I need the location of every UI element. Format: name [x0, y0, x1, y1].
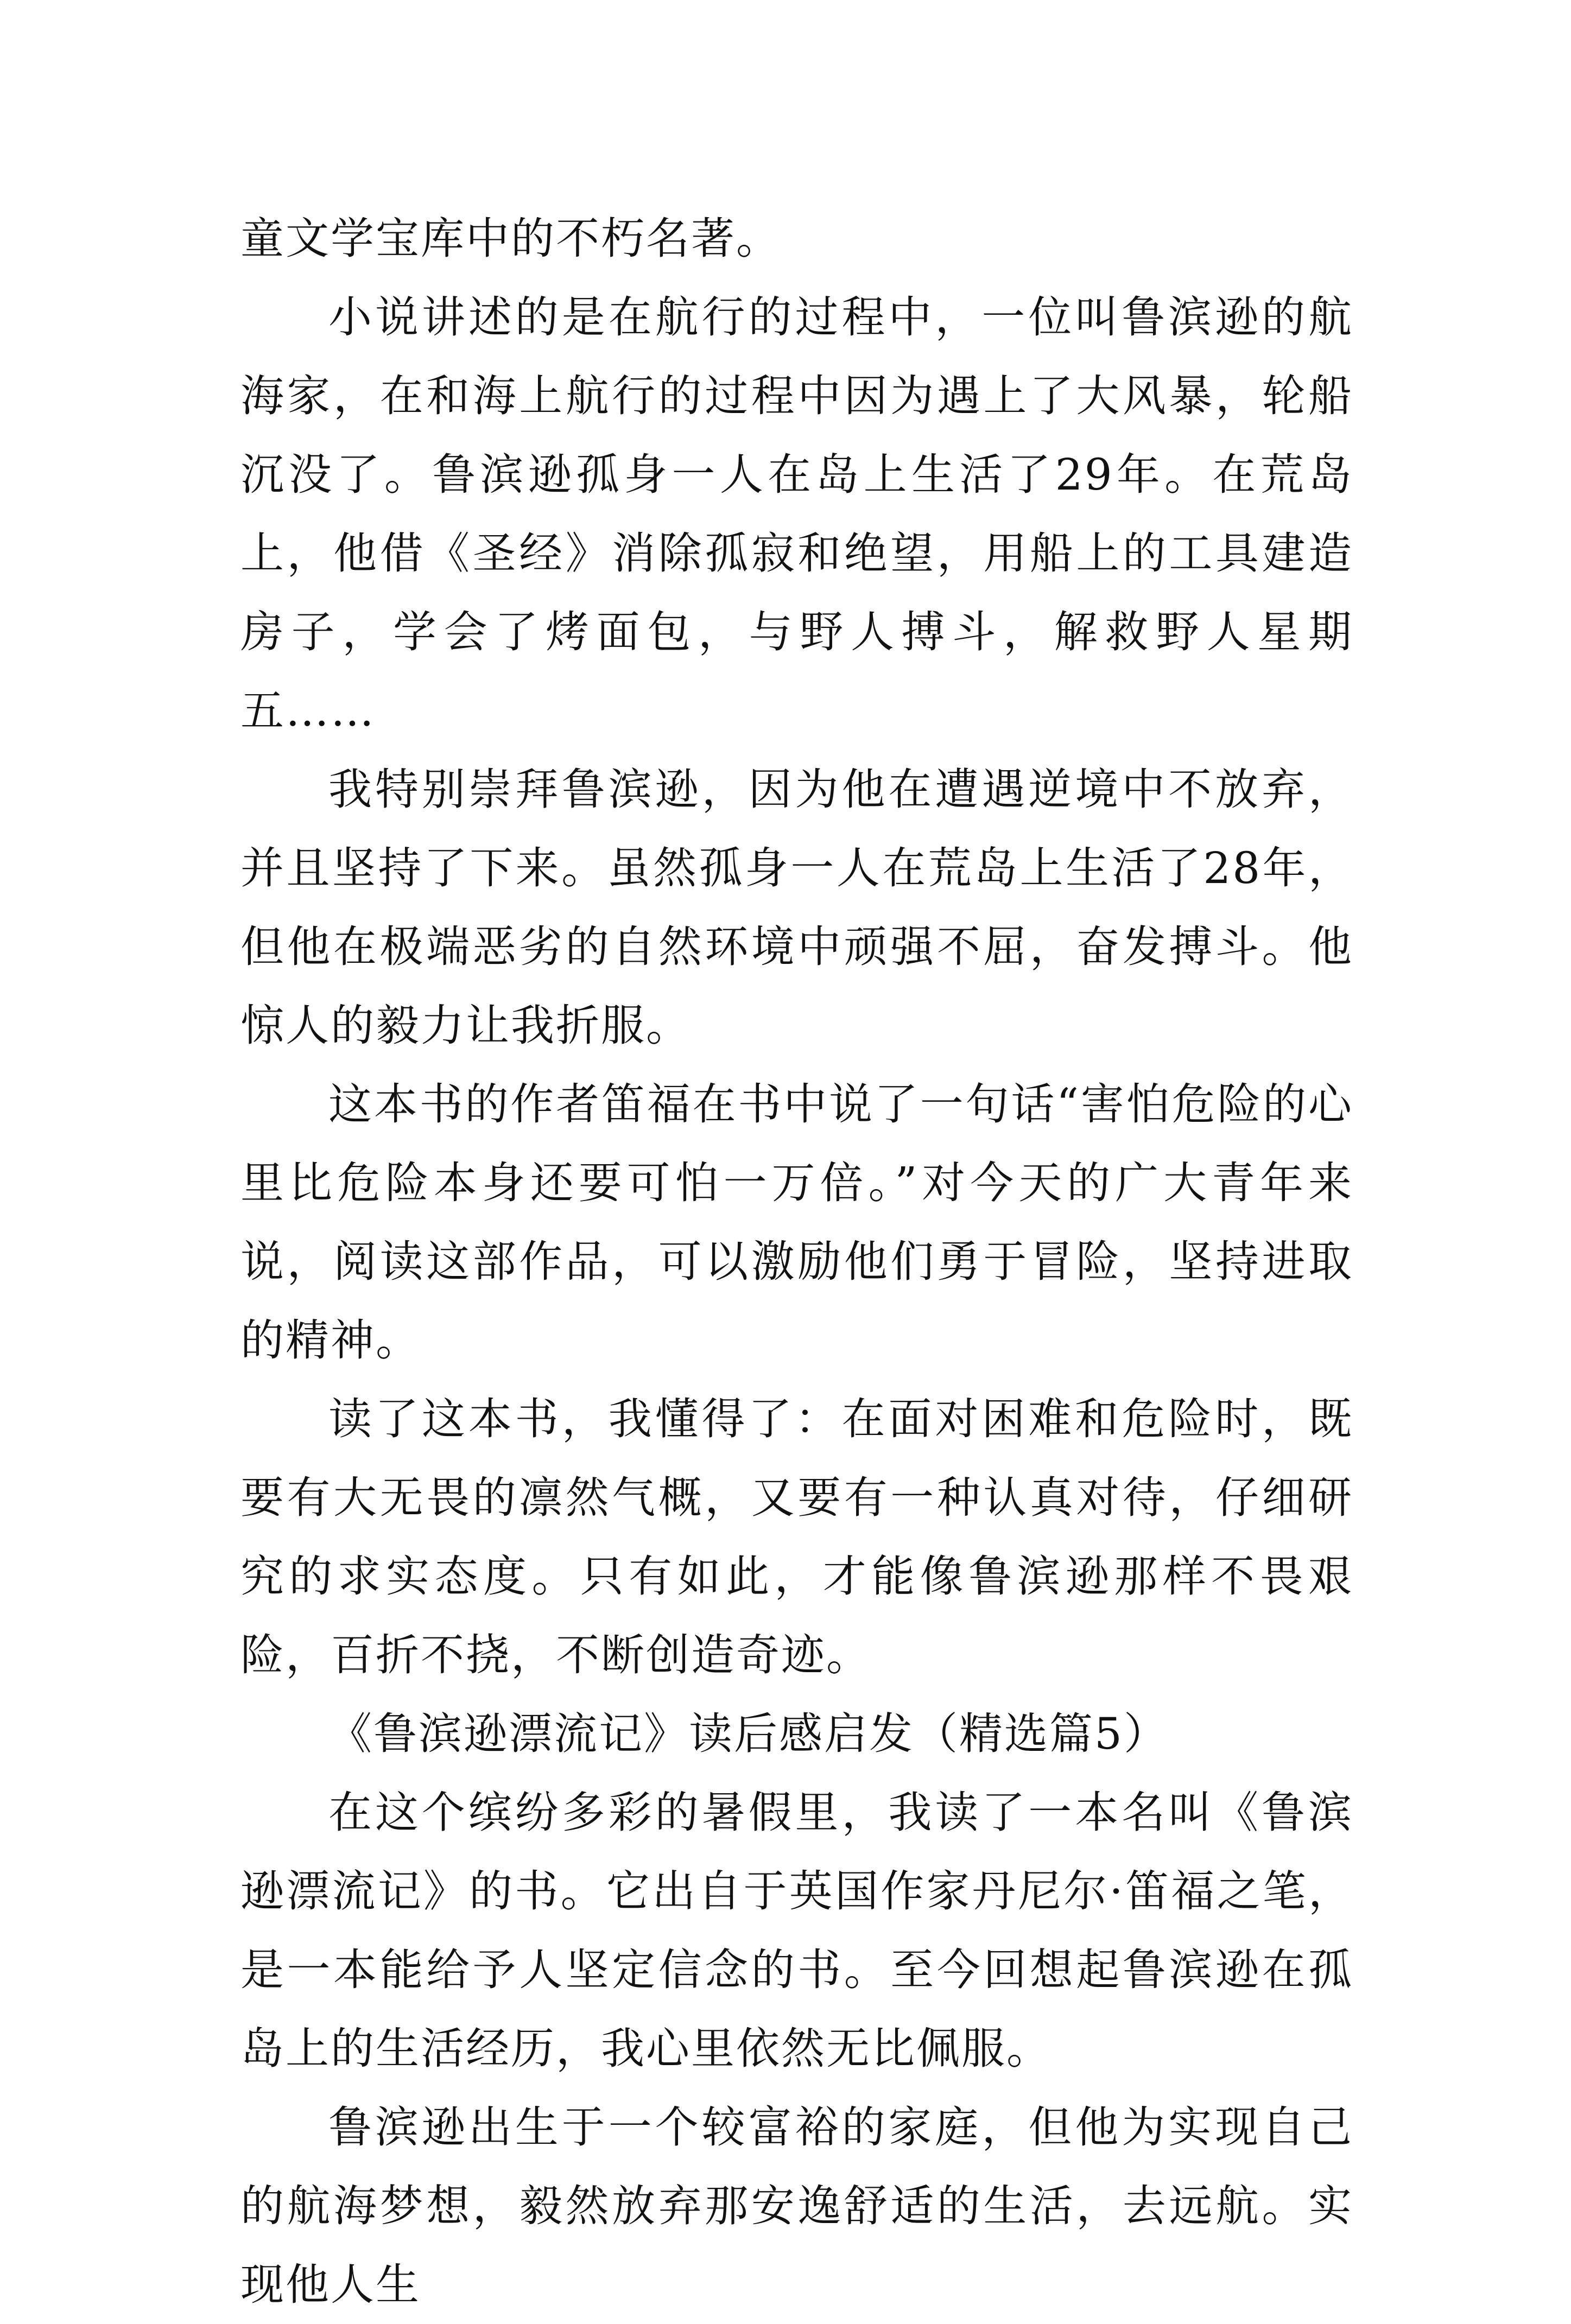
- paragraph-5: 读了这本书，我懂得了：在面对困难和危险时，既要有大无畏的凛然气概，又要有一种认真对待，仔细研究的求实态度。只有如此，才能像鲁滨逊那样不畏艰险，百折不挠，不断创造奇迹。: [240, 1394, 1353, 1680]
- paragraph-3: 我特别崇拜鲁滨逊，因为他在遭遇逆境中不放弃，并且坚持了下来。虽然孤身一人在荒岛上生活了28年，但他在极端恶劣的自然环境中顽强不屈，奋发搏斗。他惊人的毅力让我折服。: [240, 764, 1353, 1051]
- paragraph-7: 鲁滨逊出生于一个较富裕的家庭，但他为实现自己的航海梦想，毅然放弃那安逸舒适的生活，去远航。实现他人生: [240, 2102, 1353, 2310]
- paragraph-4: 这本书的作者笛福在书中说了一句话“害怕危险的心里比危险本身还要可怕一万倍。”对今天的广大青年来说，阅读这部作品，可以激励他们勇于冒险，坚持进取的精神。: [240, 1079, 1353, 1366]
- paragraph-6: 在这个缤纷多彩的暑假里，我读了一本名叫《鲁滨逊漂流记》的书。它出自于英国作家丹尼尔·笛福之笔，是一本能给予人坚定信念的书。至今回想起鲁滨逊在孤岛上的生活经历，我心里依然无比佩服。: [240, 1787, 1353, 2074]
- section-heading: 《鲁滨逊漂流记》读后感启发（精选篇5）: [328, 1709, 1169, 1759]
- document-body: [240, 199, 1353, 2324]
- paragraph-2: 小说讲述的是在航行的过程中，一位叫鲁滨逊的航海家，在和海上航行的过程中因为遇上了大风暴，轮船沉没了。鲁滨逊孤身一人在岛上生活了29年。在荒岛上，他借《圣经》消除孤寂和绝望，用船上的工具建造房子，学会了烤面包，与野人搏斗，解救野人星期五……: [240, 292, 1353, 736]
- paragraph-1: 童文学宝库中的不朽名著。: [240, 213, 781, 264]
